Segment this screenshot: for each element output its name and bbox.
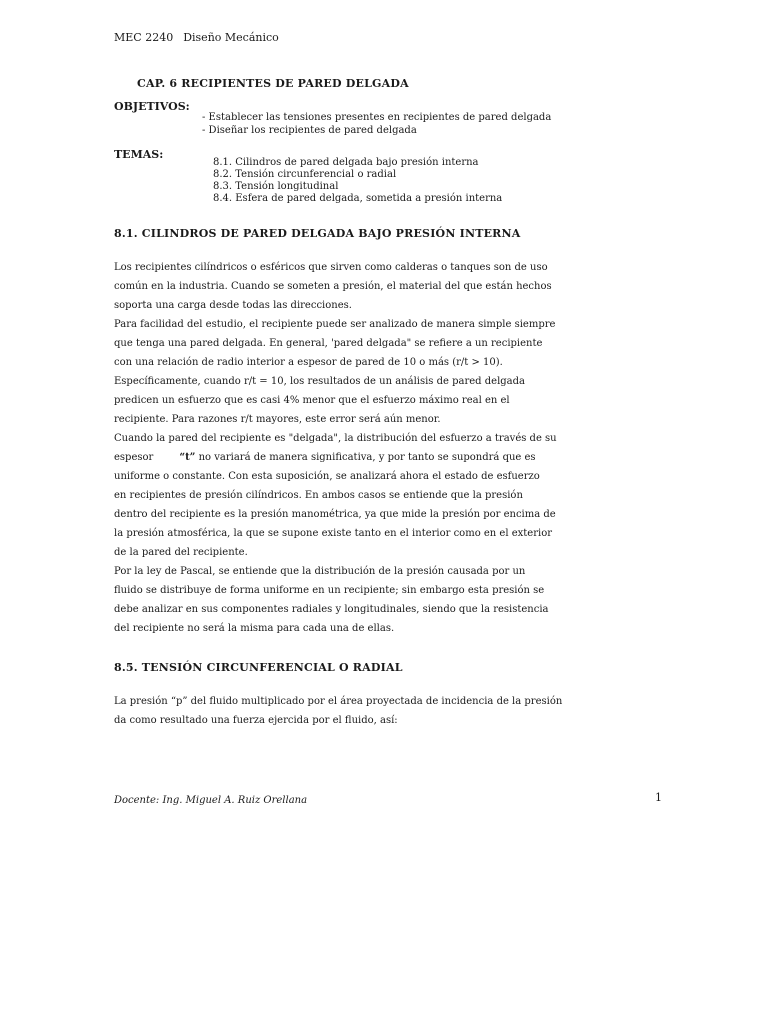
paragraph-line: da como resultado una fuerza ejercida por el fluido, así:: [114, 715, 398, 726]
objetivo-item: - Diseñar los recipientes de pared delgada: [202, 125, 417, 136]
footer-author: Docente: Ing. Miguel A. Ruiz Orellana: [114, 795, 308, 806]
course-code: MEC 2240: [114, 31, 174, 44]
paragraph-line: debe analizar en sus componentes radiales y longitudinales, siendo que la resistencia: [114, 604, 549, 615]
tema-item: 8.4. Esfera de pared delgada, sometida a presión interna: [213, 193, 503, 204]
paragraph-line: Cuando la pared del recipiente es "delgada", la distribución del esfuerzo a través de su: [114, 433, 557, 444]
thickness-variable: “t”: [179, 452, 196, 463]
paragraph-line: dentro del recipiente es la presión manométrica, ya que mide la presión por encima de: [114, 509, 556, 520]
paragraph-line: recipiente. Para razones r/t mayores, este error será aún menor.: [114, 414, 441, 425]
section-2-body: [114, 692, 563, 730]
espesor-word: espesor: [114, 452, 154, 463]
objetivos-label: OBJETIVOS:: [114, 100, 190, 113]
tema-item: 8.1. Cilindros de pared delgada bajo presión interna: [213, 157, 479, 168]
paragraph-line: Los recipientes cilíndricos o esféricos que sirven como calderas o tanques son de uso: [114, 262, 548, 273]
objetivo-item: - Establecer las tensiones presentes en recipientes de pared delgada: [202, 112, 552, 123]
temas-label: TEMAS:: [114, 148, 164, 161]
paragraph-line: de la pared del recipiente.: [114, 547, 248, 558]
paragraph-line: La presión “p” del fluido multiplicado por el área proyectada de incidencia de la presión: [114, 696, 563, 707]
paragraph-line: [114, 448, 554, 467]
paragraph-line: Específicamente, cuando r/t = 10, los resultados de un análisis de pared delgada: [114, 376, 526, 387]
section-1-body: [114, 258, 557, 638]
paragraph-line: la presión atmosférica, la que se supone existe tanto en el interior como en el exterior: [114, 528, 552, 539]
paragraph-line: Para facilidad del estudio, el recipiente puede ser analizado de manera simple siempre: [114, 319, 556, 330]
paragraph-line: en recipientes de presión cilíndricos. En ambos casos se entiende que la presión: [114, 490, 523, 501]
paragraph-line: con una relación de radio interior a espesor de pared de 10 o más (r/t > 10).: [114, 357, 503, 368]
paragraph-line: predicen un esfuerzo que es casi 4% menor que el esfuerzo máximo real en el: [114, 395, 510, 406]
tema-item: 8.2. Tensión circunferencial o radial: [213, 169, 397, 180]
paragraph-line: fluido se distribuye de forma uniforme en un recipiente; sin embargo esta presión se: [114, 585, 545, 596]
paragraph-line: del recipiente no será la misma para cada una de ellas.: [114, 623, 395, 634]
paragraph-line: uniforme o constante. Con esta suposición, se analizará ahora el estado de esfuerzo: [114, 471, 540, 482]
paragraph-line: soporta una carga desde todas las direcciones.: [114, 300, 352, 311]
section-heading-8-1: 8.1. CILINDROS DE PARED DELGADA BAJO PRESIÓN INTERNA: [114, 227, 521, 240]
course-name: Diseño Mecánico: [183, 31, 279, 44]
temas-list: [213, 157, 502, 205]
paragraph-line: Por la ley de Pascal, se entiende que la distribución de la presión causada por un: [114, 566, 526, 577]
paragraph-line: que tenga una pared delgada. En general, 'pared delgada" se refiere a un recipiente: [114, 338, 543, 349]
espesor-rest: no variará de manera significativa, y por tanto se supondrá que es: [195, 452, 536, 463]
page-header: [114, 31, 279, 44]
page-number: 1: [655, 791, 662, 804]
chapter-title: CAP. 6 RECIPIENTES DE PARED DELGADA: [137, 77, 409, 90]
tema-item: 8.3. Tensión longitudinal: [213, 181, 339, 192]
objetivos-list: [202, 111, 551, 137]
section-heading-8-5: 8.5. TENSIÓN CIRCUNFERENCIAL O RADIAL: [114, 661, 403, 674]
paragraph-line: común en la industria. Cuando se someten a presión, el material del que están hechos: [114, 281, 552, 292]
